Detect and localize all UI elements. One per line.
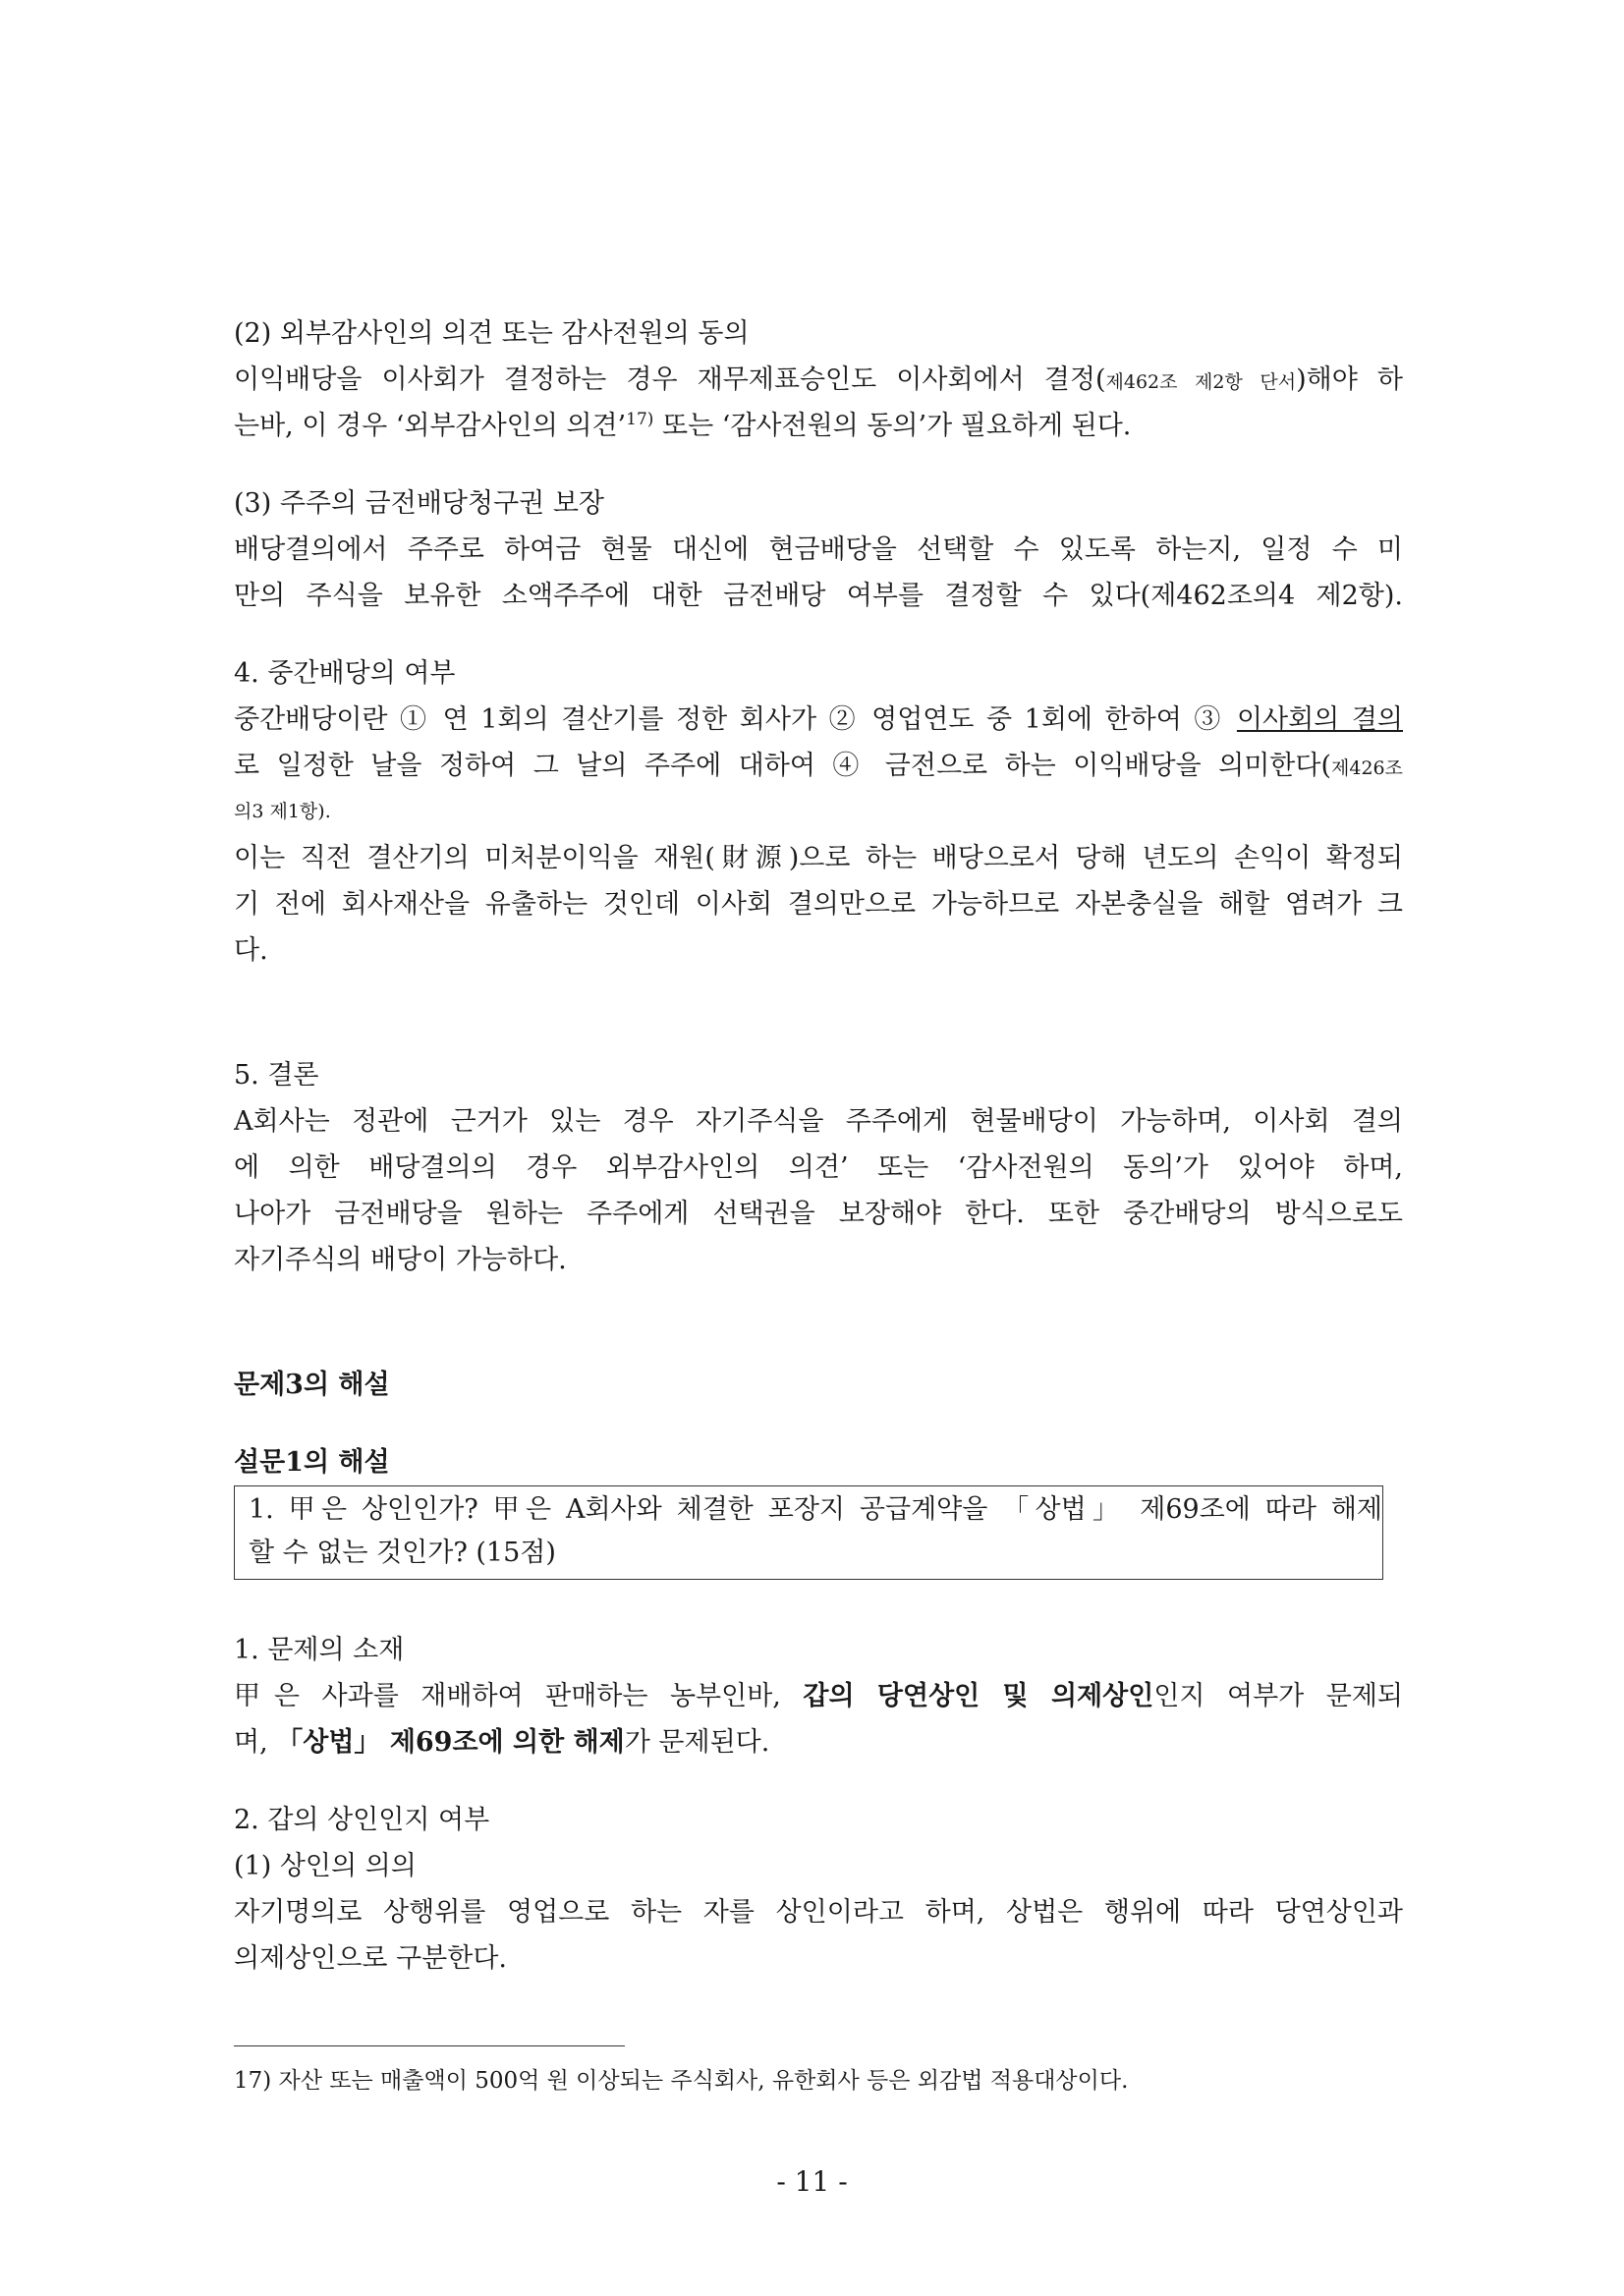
paragraph-line: 의3 제1항). bbox=[234, 801, 331, 822]
citation: 제462조 제2항 단서 bbox=[1105, 371, 1297, 393]
footnote-divider bbox=[234, 2045, 625, 2046]
paragraph-line: 甲은 사과를 재배하여 판매하는 농부인바, 갑의 당연상인 및 의제상인인지 여부가 문제되 bbox=[234, 1681, 1403, 1711]
paragraph-line: 만의 주식을 보유한 소액주주에 대한 금전배당 여부를 결정할 수 있다(제462조의4 제2항). bbox=[234, 581, 1403, 611]
paragraph-line: 로 일정한 날을 정하여 그 날의 주주에 대하여 ④ 금전으로 하는 이익배당을 의미한다(제426조 bbox=[234, 751, 1403, 781]
section-heading: 1. 문제의 소재 bbox=[234, 1635, 405, 1665]
problem-heading: 문제3의 해설 bbox=[234, 1370, 390, 1400]
section-heading: (3) 주주의 금전배당청구권 보장 bbox=[234, 488, 604, 519]
question-heading: 설문1의 해설 bbox=[234, 1447, 390, 1478]
section-heading: 4. 중간배당의 여부 bbox=[234, 658, 456, 689]
page-number: - 11 - bbox=[776, 2165, 848, 2198]
citation: 제426조 bbox=[1331, 757, 1403, 779]
question-line: 할 수 없는 것인가? (15점) bbox=[249, 1538, 556, 1568]
footnote-ref[interactable]: 17) bbox=[626, 410, 654, 429]
paragraph-line: 중간배당이란 ① 연 1회의 결산기를 정한 회사가 ② 영업연도 중 1회에 한하여 ③ 이사회의 결의 bbox=[234, 704, 1403, 735]
paragraph-line: 나아가 금전배당을 원하는 주주에게 선택권을 보장해야 한다. 또한 중간배당의 방식으로도 bbox=[234, 1199, 1403, 1229]
page-body bbox=[234, 310, 1403, 1982]
question-line: 1. 甲은 상인인가? 甲은 A회사와 체결한 포장지 공급계약을 「상법」 제69조에 따라 해제 bbox=[249, 1494, 1382, 1525]
paragraph-line: 며, 「상법」 제69조에 의한 해제가 문제된다. bbox=[234, 1727, 770, 1758]
section-heading: 5. 결론 bbox=[234, 1060, 319, 1091]
paragraph-line: 배당결의에서 주주로 하여금 현물 대신에 현금배당을 선택할 수 있도록 하는지, 일정 수 미 bbox=[234, 534, 1403, 565]
footnote: 17) 자산 또는 매출액이 500억 원 이상되는 주식회사, 유한회사 등은 외감법 적용대상이다. bbox=[234, 2068, 1129, 2094]
paragraph-line: 자기명의로 상행위를 영업으로 하는 자를 상인이라고 하며, 상법은 행위에 따라 당연상인과 bbox=[234, 1897, 1403, 1928]
paragraph-line: 이는 직전 결산기의 미처분이익을 재원(財源)으로 하는 배당으로서 당해 년도의 손익이 확정되 bbox=[234, 843, 1403, 873]
question-box bbox=[234, 1485, 1383, 1580]
paragraph-line: 의제상인으로 구분한다. bbox=[234, 1943, 507, 1974]
paragraph-line: 이익배당을 이사회가 결정하는 경우 재무제표승인도 이사회에서 결정(제462조 제2항 단서)해야 하 bbox=[234, 364, 1403, 395]
subsection-heading: (1) 상인의 의의 bbox=[234, 1851, 417, 1881]
paragraph-line: 다. bbox=[234, 935, 268, 966]
underlined-term: 이사회의 결의 bbox=[1236, 704, 1403, 735]
paragraph-line: 자기주식의 배당이 가능하다. bbox=[234, 1245, 567, 1275]
section-heading: (2) 외부감사인의 의견 또는 감사전원의 동의 bbox=[234, 318, 750, 349]
paragraph-line: 는바, 이 경우 ‘외부감사인의 의견’$^{17)}$ 또는 ‘감사전원의 동의’가 필요하게 된다. bbox=[234, 410, 1132, 441]
emphasis: 갑의 당연상인 및 의제상인 bbox=[803, 1681, 1154, 1711]
paragraph-line: 에 의한 배당결의의 경우 외부감사인의 의견’ 또는 ‘감사전원의 동의’가 있어야 하며, bbox=[234, 1152, 1403, 1183]
section-heading: 2. 갑의 상인인지 여부 bbox=[234, 1805, 490, 1835]
paragraph-line: A회사는 정관에 근거가 있는 경우 자기주식을 주주에게 현물배당이 가능하며, 이사회 결의 bbox=[234, 1106, 1403, 1137]
emphasis: 「상법」 제69조에 의한 해제 bbox=[276, 1727, 625, 1758]
paragraph-line: 기 전에 회사재산을 유출하는 것인데 이사회 결의만으로 가능하므로 자본충실을 해할 염려가 크 bbox=[234, 889, 1403, 920]
